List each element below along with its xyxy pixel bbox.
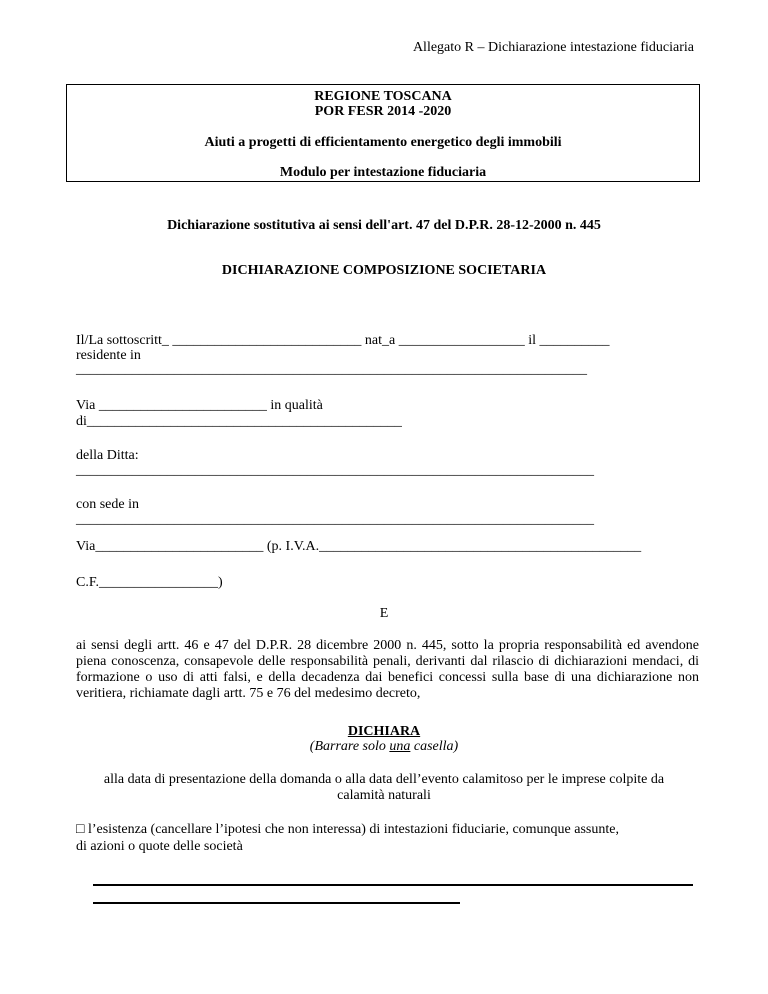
date-clause: alla data di presentazione della domanda o alla data dell’evento calamitoso per le imprese colpite da	[103, 772, 665, 787]
form-line-residence: _________________________________________________________________________	[76, 362, 587, 377]
module-name: Modulo per intestazione fiduciaria	[279, 165, 487, 180]
annex-title: Allegato R – Dichiarazione intestazione fiduciaria	[412, 40, 694, 55]
form-line-name: Il/La sottoscritt_ ___________________________ nat_a __________________ il __________	[76, 333, 610, 348]
form-line-company-label: della Ditta:	[76, 448, 139, 463]
program-name: POR FESR 2014 -2020	[314, 104, 452, 119]
option-text-continued: di azioni o quote delle società	[76, 839, 243, 854]
option-line	[76, 822, 619, 838]
checkbox[interactable]: □	[76, 822, 85, 837]
form-line-vat: Via________________________ (p. I.V.A.______________________________________________	[76, 539, 642, 554]
fill-line-2	[93, 902, 460, 904]
instruction-text: (Barrare solo una casella)	[309, 739, 459, 754]
form-line-residence-label: residente in	[76, 348, 141, 363]
date-clause-continued: calamità naturali	[337, 788, 431, 803]
declaration-basis: Dichiarazione sostitutiva ai sensi dell'art. 47 del D.P.R. 28-12-2000 n. 445	[167, 218, 601, 233]
form-line-tax-code: C.F._________________)	[76, 575, 223, 590]
region-name: REGIONE TOSCANA	[314, 89, 452, 104]
option-text: l’esistenza (cancellare l’ipotesi che non interessa) di intestazioni fiduciarie, comunque assunte,	[87, 822, 619, 837]
e-letter: E	[379, 606, 389, 621]
declares-heading: DICHIARA	[347, 724, 421, 739]
header-subtitle: Aiuti a progetti di efficientamento energetico degli immobili	[204, 135, 562, 150]
form-line-street: Via ________________________ in qualità	[76, 398, 323, 413]
form-line-company: __________________________________________________________________________	[76, 463, 594, 478]
form-line-seat: __________________________________________________________________________	[76, 512, 594, 527]
fill-line-1	[93, 884, 693, 886]
document-title: DICHIARAZIONE COMPOSIZIONE SOCIETARIA	[221, 263, 547, 278]
form-line-role: di_____________________________________________	[76, 414, 402, 429]
header-box	[66, 84, 700, 182]
form-line-seat-label: con sede in	[76, 497, 139, 512]
legal-paragraph: ai sensi degli artt. 46 e 47 del D.P.R. 28 dicembre 2000 n. 445, sotto la propria responsabilità ed avendone piena conoscenza, consapevole delle responsabilità penali, derivanti dal rilascio di dichiarazioni mendaci, di formazione o uso di atti falsi, e della decadenza dai benefici concessi sulla base di una dichiarazione non veritiera, richiamate dagli artt. 75 e 76 del medesimo decreto,	[76, 638, 699, 701]
